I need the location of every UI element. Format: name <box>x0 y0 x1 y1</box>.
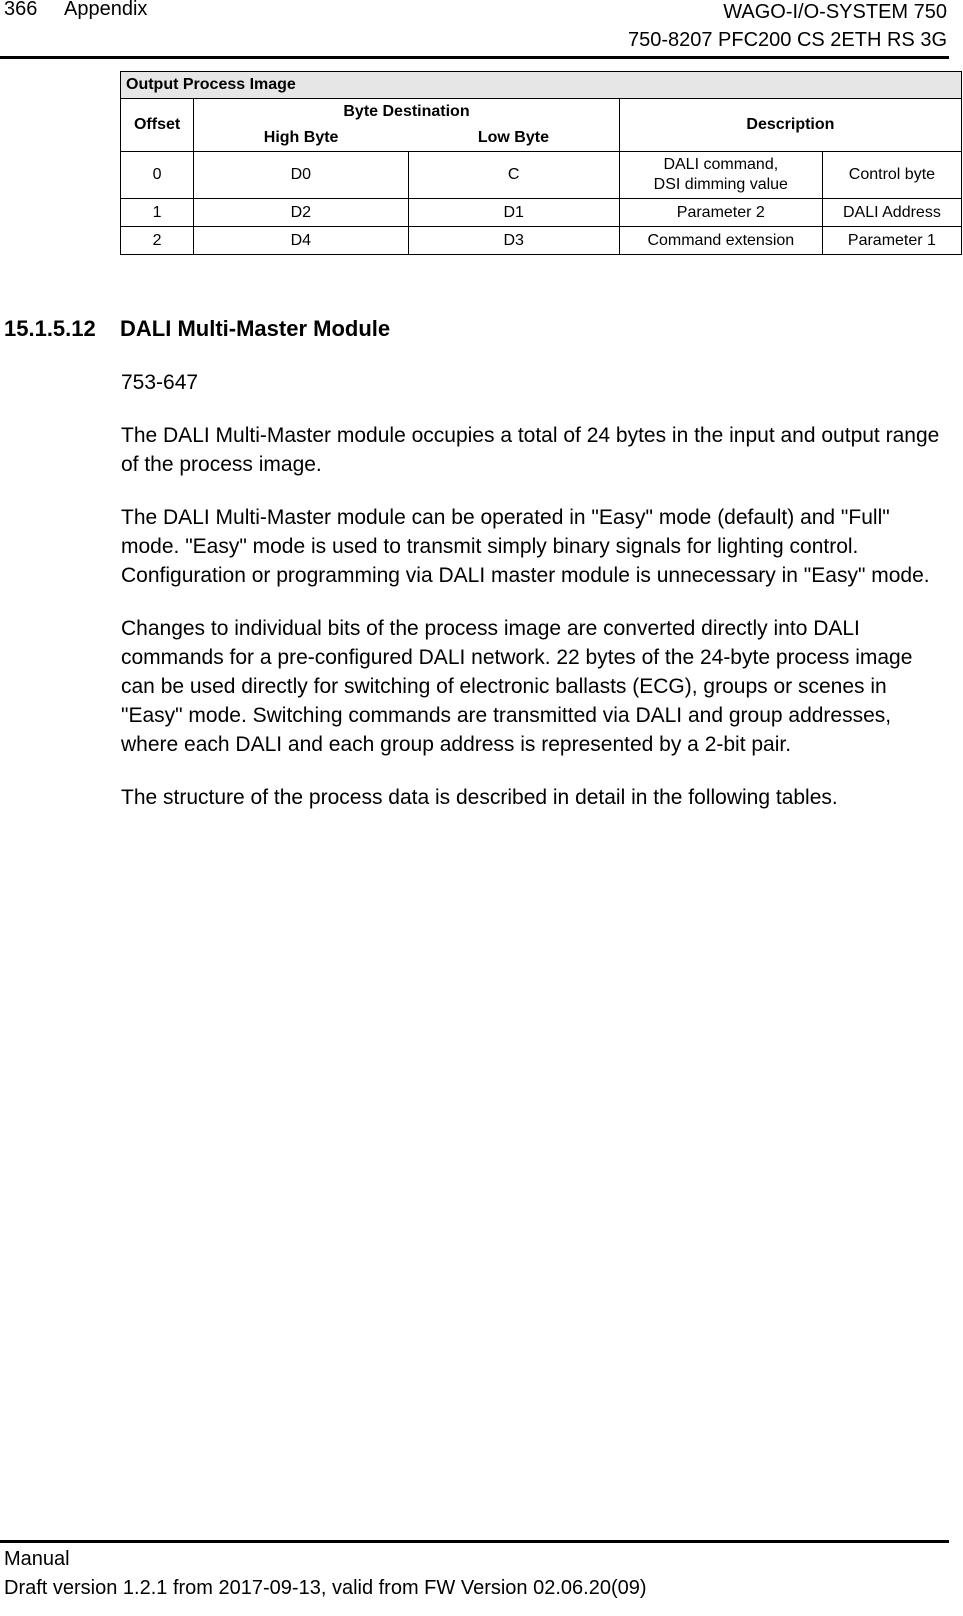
page-footer <box>4 1545 647 1603</box>
cell-offset: 1 <box>121 199 194 227</box>
cell-high-byte: D0 <box>194 152 408 199</box>
footer-version: Draft version 1.2.1 from 2017-09-13, valid from FW Version 02.06.20(09) <box>4 1577 647 1599</box>
table-caption: Output Process Image <box>121 72 962 99</box>
cell-low-byte: D1 <box>408 199 619 227</box>
header-section: Appendix <box>64 0 148 20</box>
cell-description-detail: Control byte <box>822 152 961 199</box>
paragraph: Changes to individual bits of the process image are converted directly into DALI commands for a pre-configured DALI network. 22 bytes of the 24-byte process image can be used directly for switching of electronic ballasts (ECG), groups or scenes in "Easy" mode. Switching commands are transmitted via DALI and group addresses, where each DALI and each group address is represented by a 2-bit pair. <box>121 617 913 756</box>
section-title: DALI Multi-Master Module <box>120 316 391 341</box>
cell-low-byte: C <box>408 152 619 199</box>
table-row <box>121 227 962 255</box>
section-heading <box>4 316 390 342</box>
cell-offset: 0 <box>121 152 194 199</box>
header-low-byte: Low Byte <box>408 124 619 152</box>
cell-description-detail: DALI Address <box>822 199 961 227</box>
cell-offset: 2 <box>121 227 194 255</box>
cell-description-line1: DALI command, <box>663 156 779 173</box>
cell-low-byte: D3 <box>408 227 619 255</box>
header-title-line1: WAGO-I/O-SYSTEM 750 <box>723 1 947 23</box>
table-row <box>121 152 962 199</box>
header-title-line2: 750-8207 PFC200 CS 2ETH RS 3G <box>627 29 947 51</box>
output-process-image-table <box>120 71 962 255</box>
header-description: Description <box>619 99 961 152</box>
header-byte-destination: Byte Destination <box>194 99 620 125</box>
paragraph: The DALI Multi-Master module can be operated in "Easy" mode (default) and "Full" mode. "Easy" mode is used to transmit simply binary signals for lighting control. Configuration or programming via DALI master module is unnecessary in "Easy" mode. <box>121 506 930 587</box>
body-text <box>121 368 951 836</box>
footer-doc-type: Manual <box>4 1548 70 1570</box>
wago-logo <box>826 1575 946 1611</box>
cell-high-byte: D2 <box>194 199 408 227</box>
item-number: 753-647 <box>121 371 199 394</box>
page-header-left <box>4 0 147 21</box>
page-header-right <box>628 0 947 54</box>
table-row <box>121 199 962 227</box>
cell-description-line2: DSI dimming value <box>653 176 788 193</box>
cell-description: Command extension <box>619 227 822 255</box>
page-number: 366 <box>4 0 38 20</box>
cell-high-byte: D4 <box>194 227 408 255</box>
paragraph: The structure of the process data is described in detail in the following tables. <box>121 786 838 809</box>
cell-description-detail: Parameter 1 <box>822 227 961 255</box>
paragraph: The DALI Multi-Master module occupies a total of 24 bytes in the input and output range of the process image. <box>121 424 940 476</box>
cell-description <box>619 152 822 199</box>
cell-description: Parameter 2 <box>619 199 822 227</box>
footer-divider <box>0 1540 949 1543</box>
header-divider <box>0 56 949 59</box>
section-number: 15.1.5.12 <box>4 316 96 341</box>
header-offset: Offset <box>121 99 194 152</box>
header-high-byte: High Byte <box>194 124 408 152</box>
